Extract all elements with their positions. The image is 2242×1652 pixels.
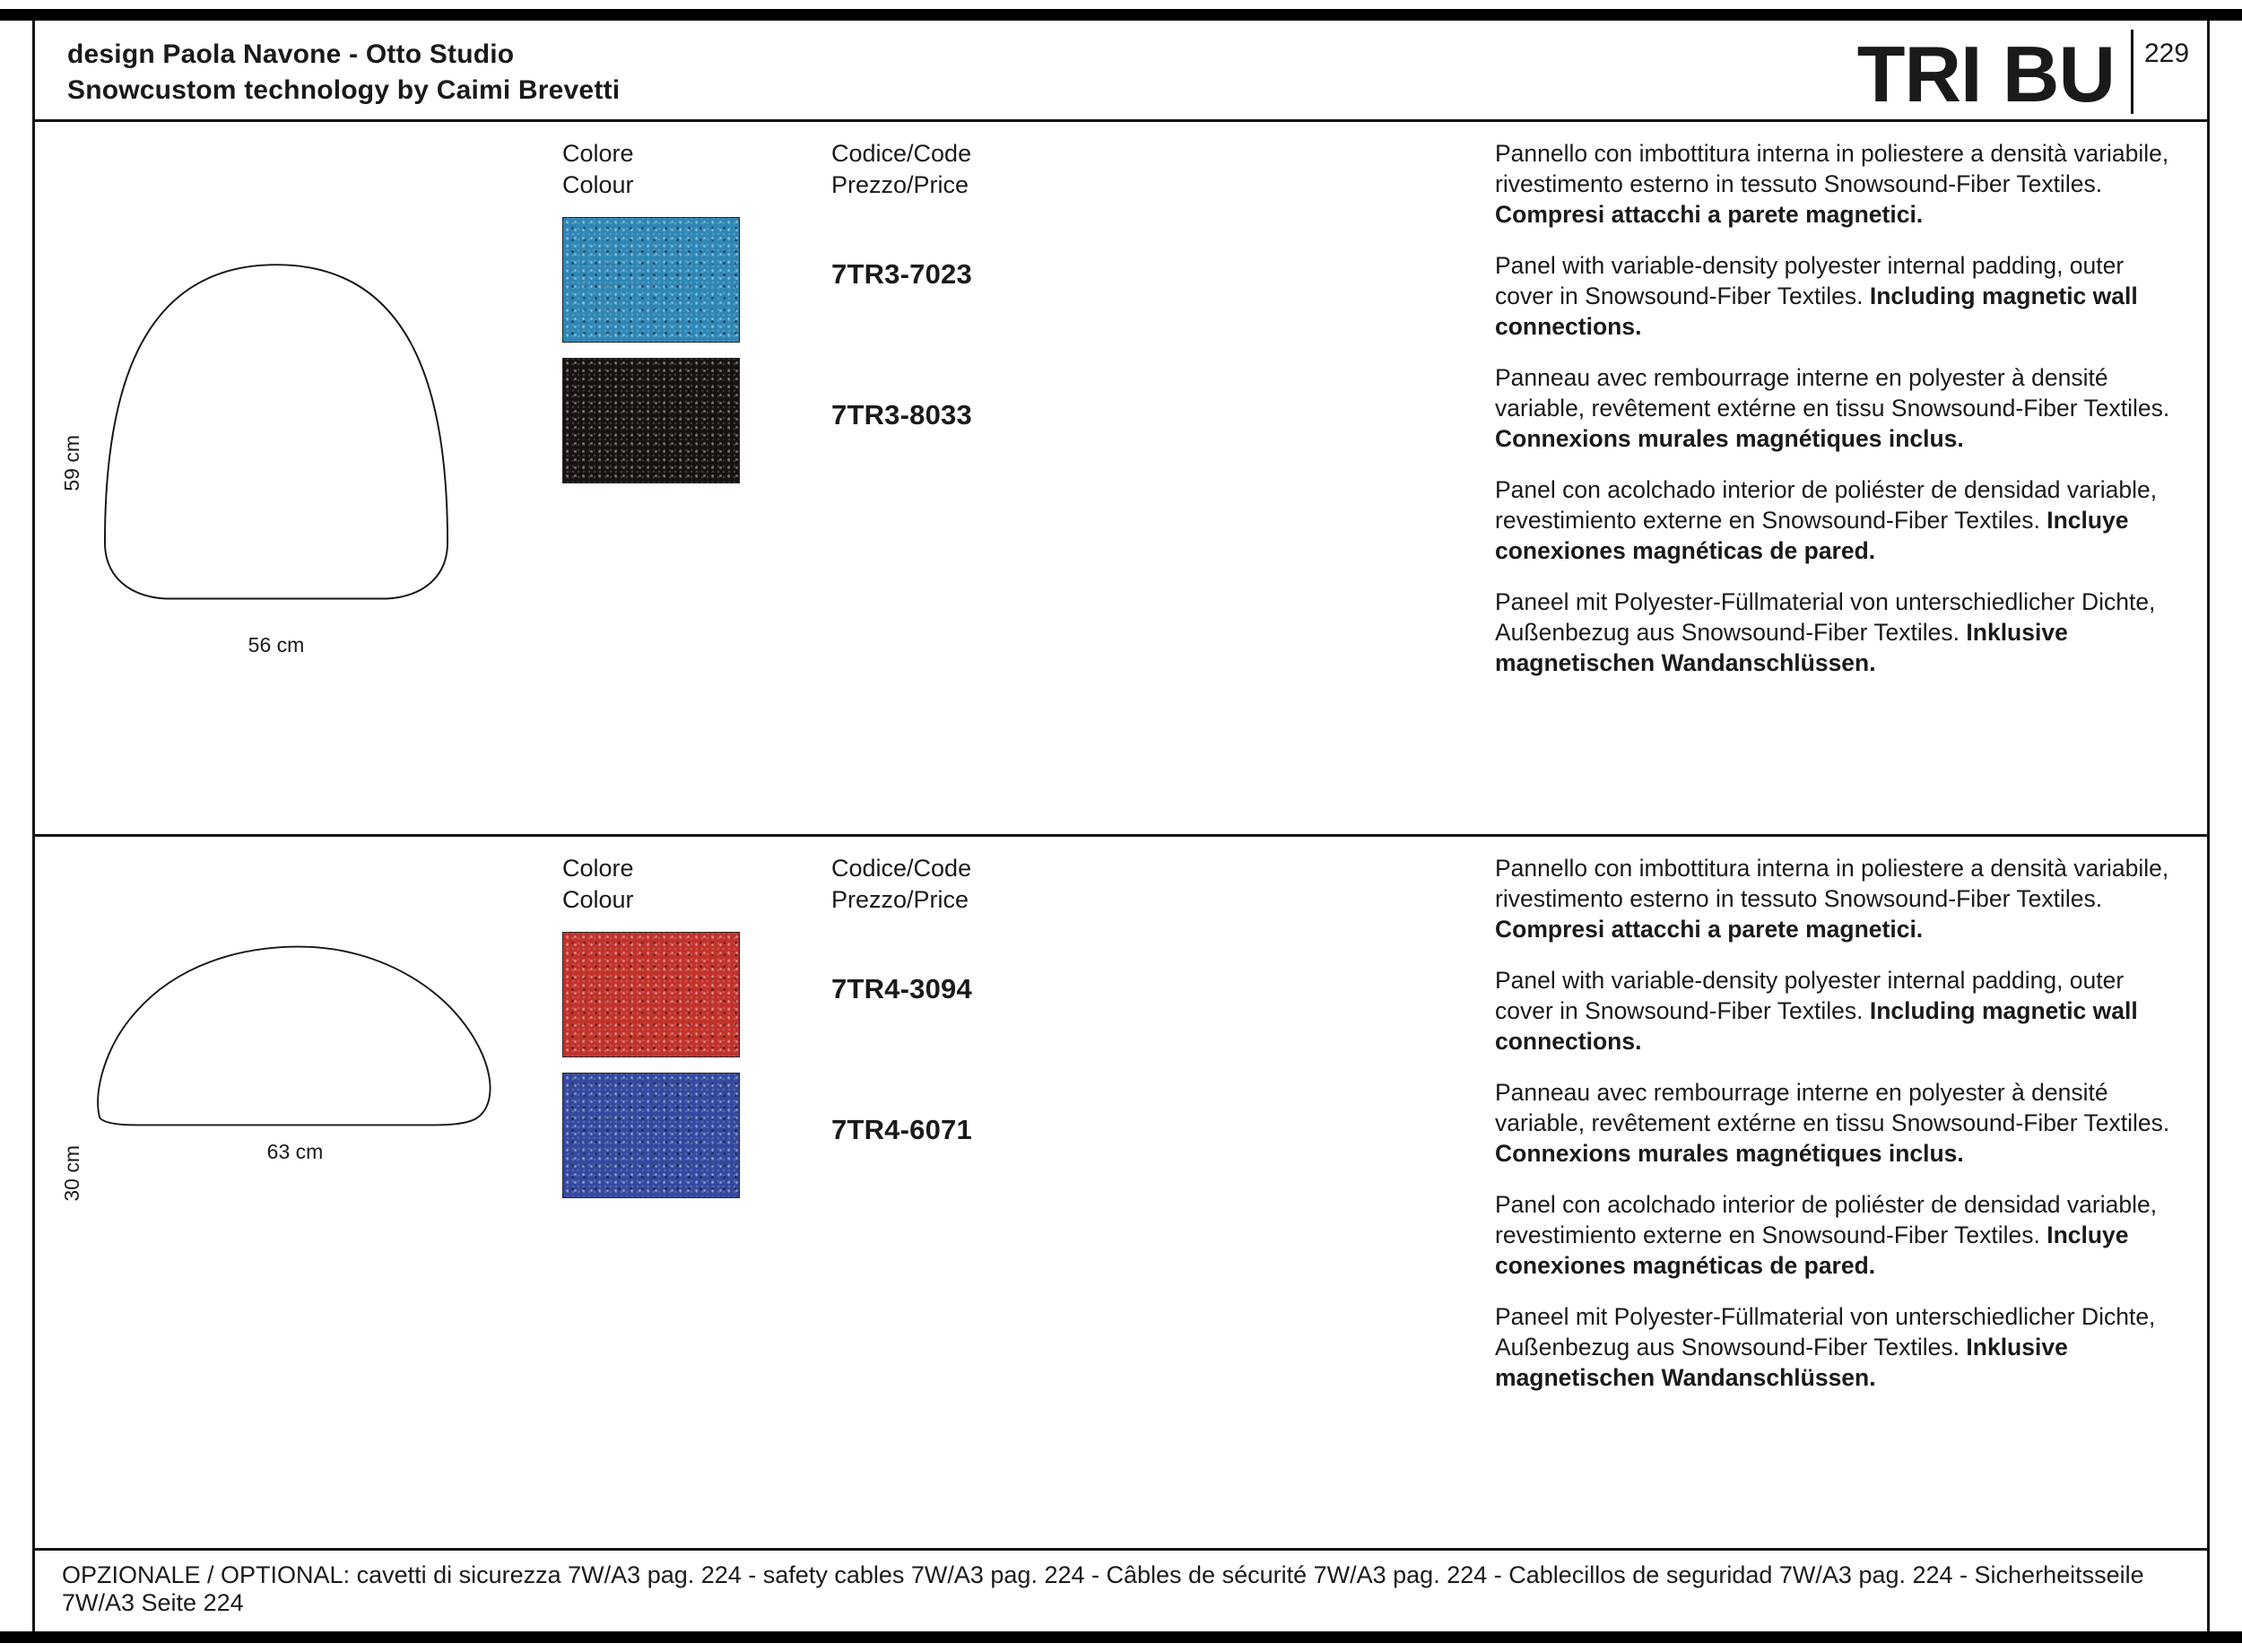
- product-title-block: [1856, 30, 2207, 118]
- product-section-2: [35, 837, 2207, 1549]
- description-de: Paneel mit Polyester-Füllmaterial von unterschiedlicher Dichte, Außenbezug aus Snowsound-Fiber Textiles. Inklusive magnetischen Wandanschlüssen.: [1495, 1302, 2156, 1391]
- colour-column-1: [562, 138, 831, 699]
- design-credit-line2: Snowcustom technology by Caimi Brevetti: [67, 75, 621, 105]
- panel-drawing-1: [60, 138, 562, 699]
- panel-outline-icon: [88, 934, 502, 1131]
- panel-outline-icon: [88, 228, 465, 624]
- width-dimension-label: 56 cm: [248, 633, 305, 656]
- description-en: Panel with variable-density polyester internal padding, outer cover in Snowsound-Fiber Textiles. Including magnetic wall connections.: [1495, 252, 2138, 340]
- optional-accessories-footer: OPZIONALE / OPTIONAL: cavetti di sicurezza 7W/A3 pag. 224 - safety cables 7W/A3 pag. 224 - Câbles de sécurité 7W/A3 pag. 224 - Cablecillos de seguridad 7W/A3 pag. 224 - Sicherheitsseile 7W/A3 Seite 224: [35, 1548, 2207, 1631]
- description-es: Panel con acolchado interior de poliéster de densidad variable, revestimiento externe en Snowsound-Fiber Textiles. Incluye conexiones magnéticas de pared.: [1495, 476, 2158, 564]
- product-code: 7TR4-6071: [831, 1113, 972, 1145]
- bottom-rule-bar: [0, 1631, 2242, 1643]
- product-code: 7TR3-7023: [831, 258, 972, 290]
- product-section-1: [35, 122, 2207, 837]
- description-fr: Panneau avec rembourrage interne en polyester à densité variable, revêtement extérne en tissu Snowsound-Fiber Textiles. Connexions murales magnétiques inclus.: [1495, 1078, 2170, 1167]
- page-number: 229: [2144, 39, 2190, 68]
- description-en: Panel with variable-density polyester internal padding, outer cover in Snowsound-Fiber Textiles. Including magnetic wall connections.: [1495, 966, 2138, 1055]
- description-es: Panel con acolchado interior de poliéster de densidad variable, revestimiento externe en Snowsound-Fiber Textiles. Incluye conexiones magnéticas de pared.: [1495, 1190, 2158, 1279]
- width-dimension-label: 63 cm: [266, 1139, 324, 1163]
- page-content: [35, 122, 2207, 1548]
- descriptions-1: [1495, 138, 2182, 699]
- top-rule-bar: [0, 9, 2242, 21]
- code-column-header: Codice/Code Prezzo/Price: [831, 854, 972, 913]
- description-de: Paneel mit Polyester-Füllmaterial von unterschiedlicher Dichte, Außenbezug aus Snowsound-Fiber Textiles. Inklusive magnetischen Wandanschlüssen.: [1495, 588, 2156, 676]
- height-dimension-label: 59 cm: [60, 435, 83, 491]
- page-header: [35, 21, 2207, 122]
- description-fr: Panneau avec rembourrage interne en polyester à densité variable, revêtement extérne en tissu Snowsound-Fiber Textiles. Connexions murales magnétiques inclus.: [1495, 364, 2170, 452]
- design-credit: [67, 30, 620, 114]
- page-frame: [32, 21, 2210, 1631]
- panel-drawing-2: [60, 853, 562, 1413]
- code-column-header: Codice/Code Prezzo/Price: [831, 140, 972, 198]
- product-name: TRI BU: [1856, 30, 2115, 118]
- product-code: 7TR3-8033: [831, 399, 972, 430]
- fabric-swatch: [562, 932, 740, 1057]
- descriptions-2: [1495, 853, 2182, 1413]
- fabric-swatch: [562, 1073, 740, 1198]
- code-column-1: [831, 138, 1495, 699]
- product-code: 7TR4-3094: [831, 972, 972, 1004]
- code-column-2: [831, 853, 1495, 1413]
- colour-column-header: Colore Colour: [562, 854, 634, 913]
- fabric-swatch: [562, 217, 740, 343]
- description-it: Pannello con imbottitura interna in poliestere a densità variabile, rivestimento esterno in tessuto Snowsound-Fiber Textiles. Compresi attacchi a parete magnetici.: [1495, 854, 2169, 943]
- fabric-swatch: [562, 358, 740, 483]
- description-it: Pannello con imbottitura interna in poliestere a densità variabile, rivestimento esterno in tessuto Snowsound-Fiber Textiles. Compresi attacchi a parete magnetici.: [1495, 140, 2169, 228]
- height-dimension-label: 30 cm: [60, 1144, 83, 1202]
- colour-column-2: [562, 853, 831, 1413]
- colour-column-header: Colore Colour: [562, 140, 634, 198]
- design-credit-line1: design Paola Navone - Otto Studio: [67, 39, 515, 69]
